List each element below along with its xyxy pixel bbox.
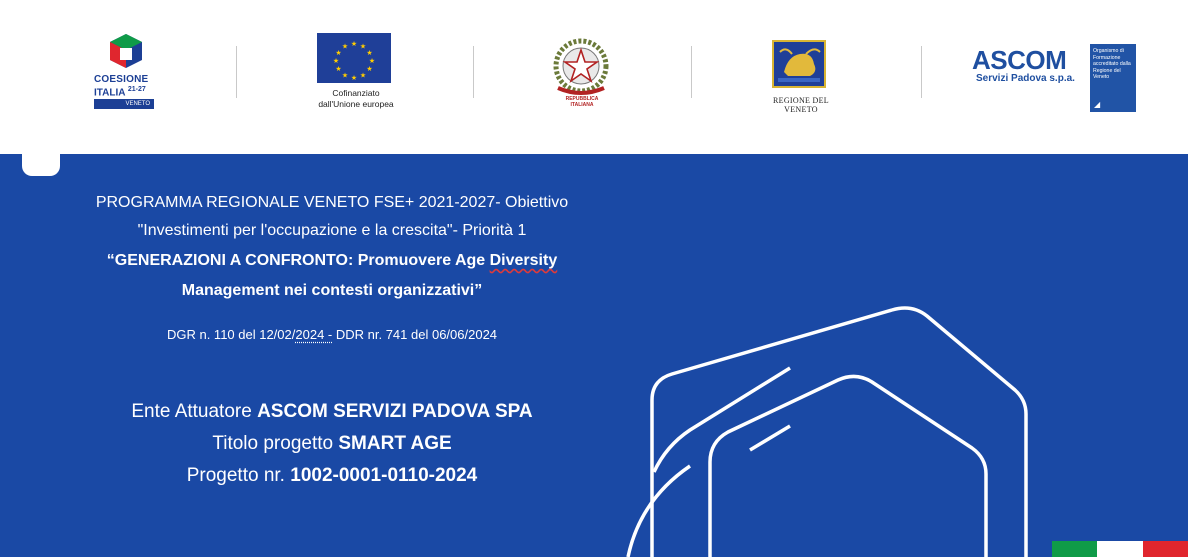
program-line-2: "Investimenti per l'occupazione e la crescita"- Priorità 1 — [137, 222, 527, 239]
logo-bar — [0, 0, 1188, 154]
flag-white — [1097, 541, 1142, 557]
italian-republic-emblem — [546, 36, 616, 110]
ascom-badge-text: Organismo di Formazione accreditato dalla Regione del Veneto — [1093, 48, 1131, 81]
ente-attuatore — [0, 401, 664, 423]
svg-text:★: ★ — [332, 57, 340, 65]
logo-separator — [473, 46, 474, 98]
progetto-numero — [0, 465, 664, 487]
svg-text:★: ★ — [350, 74, 358, 82]
eu-caption-line1: Cofinanziato — [332, 88, 380, 98]
coesione-italia-logo — [92, 32, 164, 112]
numero-value: 1002-0001-0110-2024 — [290, 465, 478, 486]
title-line1-text: “GENERAZIONI A CONFRONTO: Promuovere Age — [106, 252, 490, 269]
svg-text:★: ★ — [359, 42, 367, 51]
eu-cofinanziato-logo — [314, 33, 398, 113]
svg-text:★: ★ — [335, 49, 342, 57]
program-line-1: PROGRAMMA REGIONALE VENETO FSE+ 2021-2027- Obiettivo — [95, 194, 569, 211]
ddr-text: DDR nr. 741 del 06/06/2024 — [332, 327, 498, 342]
regione-veneto-logo — [756, 40, 846, 114]
emblem-ribbon-text: REPUBBLICA ITALIANA — [565, 96, 599, 108]
coesione-cube-icon — [106, 32, 146, 72]
ascom-subtitle: Servizi Padova s.p.a. — [976, 73, 1075, 84]
ascom-logo — [968, 44, 1143, 114]
ascom-name: ASCOM — [972, 45, 1067, 75]
coesione-line2 — [94, 86, 146, 98]
flag-red — [1143, 541, 1188, 557]
svg-text:★: ★ — [368, 57, 376, 65]
flag-green — [1052, 541, 1097, 557]
program-title-line-2: Management nei contesti organizzativi” — [181, 282, 483, 299]
ascom-accreditation-badge — [1090, 44, 1136, 112]
svg-text:★: ★ — [341, 71, 349, 80]
titolo-label: Titolo progetto — [212, 433, 339, 454]
ente-value: ASCOM SERVIZI PADOVA SPA — [257, 401, 533, 422]
title-line1-spellcheck-word: Diversity — [489, 252, 558, 269]
svg-text:★: ★ — [350, 40, 358, 48]
coesione-years: 21-27 — [127, 86, 146, 93]
svg-text:★: ★ — [335, 65, 342, 73]
svg-text:★: ★ — [359, 71, 367, 80]
eu-flag-icon — [317, 33, 391, 83]
titolo-progetto — [0, 433, 664, 455]
logo-separator — [921, 46, 922, 98]
dgr-text: DGR n. 110 del 12/02/ — [166, 327, 296, 342]
program-title-line-1 — [0, 252, 664, 270]
dgr-year: 2024 - — [295, 327, 333, 342]
italian-flag-strip — [1052, 541, 1188, 557]
emblem-star-icon — [546, 36, 616, 100]
logo-separator — [236, 46, 237, 98]
coesione-italia-text: ITALIA — [94, 87, 126, 99]
svg-text:★: ★ — [366, 49, 373, 57]
program-panel — [0, 154, 1188, 557]
dgr-ddr-reference — [0, 327, 664, 342]
regione-veneto-label: REGIONE DEL VENETO — [773, 96, 829, 114]
decorative-lines-graphic — [0, 154, 1188, 557]
coesione-line1: COESIONE — [94, 74, 149, 85]
eu-caption — [306, 88, 406, 110]
numero-label: Progetto nr. — [186, 465, 291, 486]
titolo-value: SMART AGE — [338, 433, 452, 454]
svg-text:★: ★ — [366, 65, 373, 73]
lion-of-st-mark-icon — [772, 40, 826, 88]
svg-text:★: ★ — [341, 42, 349, 51]
eu-caption-line2: dall'Unione europea — [318, 99, 394, 109]
ente-label: Ente Attuatore — [131, 401, 258, 422]
logo-separator — [691, 46, 692, 98]
veneto-lion-icon: ◢ — [1094, 100, 1101, 110]
coesione-region-tag: VENETO — [94, 99, 154, 109]
